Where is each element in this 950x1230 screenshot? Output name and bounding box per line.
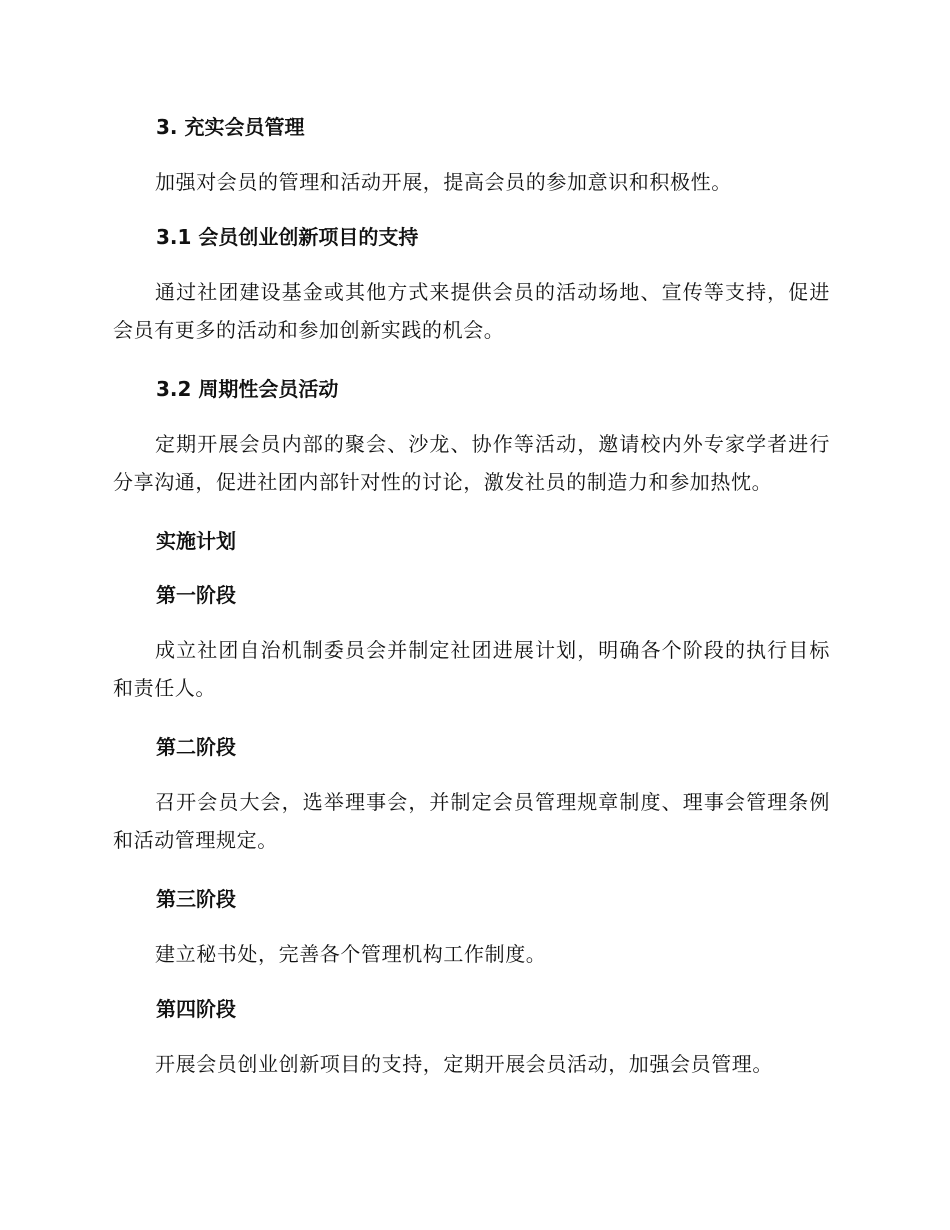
section-heading-3-1: 3.1 会员创业创新项目的支持	[156, 225, 419, 249]
paragraph-stage-2: 召开会员大会，选举理事会，并制定会员管理规章制度、理事会管理条例和活动管理规定。	[113, 790, 830, 852]
paragraph-stage-4: 开展会员创业创新项目的支持，定期开展会员活动，加强会员管理。	[155, 1052, 773, 1076]
stage-heading-1: 第一阶段	[156, 583, 236, 607]
paragraph-stage-1: 成立社团自治机制委员会并制定社团进展计划，明确各个阶段的执行目标和责任人。	[113, 638, 830, 700]
stage-heading-4: 第四阶段	[156, 997, 236, 1021]
paragraph-member-management: 加强对会员的管理和活动开展，提高会员的参加意识和积极性。	[155, 170, 732, 194]
stage-heading-3: 第三阶段	[156, 887, 236, 911]
paragraph-stage-3: 建立秘书处，完善各个管理机构工作制度。	[155, 942, 547, 966]
section-heading-3: 3. 充实会员管理	[156, 115, 305, 139]
paragraph-project-support: 通过社团建设基金或其他方式来提供会员的活动场地、宣传等支持，促进会员有更多的活动和参加创新实践的机会。	[113, 280, 830, 342]
section-heading-3-2: 3.2 周期性会员活动	[156, 377, 339, 401]
section-heading-plan: 实施计划	[156, 529, 236, 553]
stage-heading-2: 第二阶段	[156, 735, 236, 759]
paragraph-periodic-activities: 定期开展会员内部的聚会、沙龙、协作等活动，邀请校内外专家学者进行分享沟通，促进社团内部针对性的讨论，激发社员的制造力和参加热忱。	[113, 432, 830, 494]
